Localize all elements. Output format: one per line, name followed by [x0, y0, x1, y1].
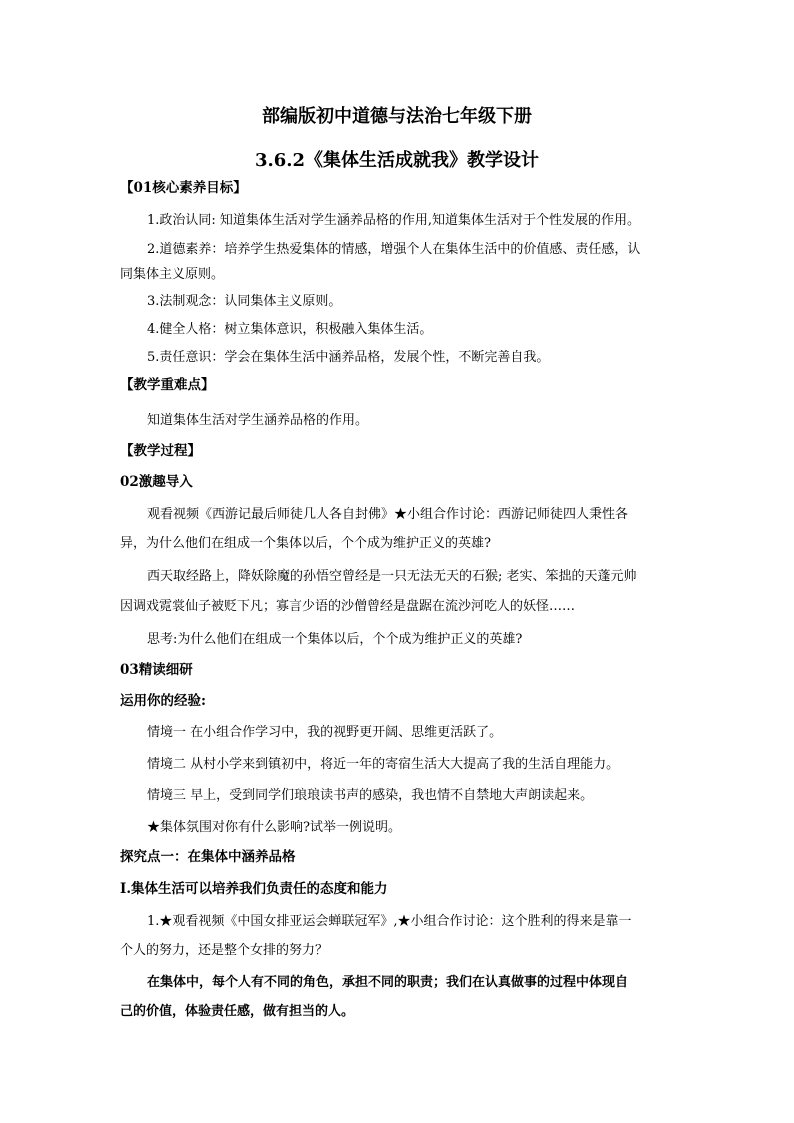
intro-paragraph-continued: 因调戏霓裳仙子被贬下凡；寡言少语的沙僧曾经是盘踞在流沙河吃人的妖怪……: [120, 599, 576, 614]
goals-heading: 【01核心素养目标】: [120, 180, 247, 196]
explore-conclusion: 在集体中，每个人有不同的角色，承担不同的职责；我们在认真做事的过程中体现自: [147, 975, 629, 990]
goal-item: 4.健全人格：树立集体意识，积极融入集体生活。: [147, 322, 433, 337]
intro-paragraph: 观看视频《西游记最后师徒几人各自封佛》★小组合作讨论：西游记师徒四人秉性各: [147, 507, 629, 522]
intro-paragraph: 西天取经路上，降妖除魔的孙悟空曾经是一只无法无天的石猴; 老实、笨拙的天蓬元帅: [147, 569, 637, 584]
scenario-item: 情境三 早上，受到同学们琅琅读书声的感染，我也情不自禁地大声朗读起来。: [147, 788, 594, 803]
intro-heading: 02激趣导入: [120, 474, 193, 490]
explore-paragraph: 1.★观看视频《中国女排亚运会蝉联冠军》,★小组合作讨论：这个胜利的得来是靠一: [147, 914, 632, 929]
intro-question: 思考:为什么他们在组成一个集体以后，个个成为维护正义的英雄?: [147, 632, 523, 647]
goal-item: 3.法制观念：认同集体主义原则。: [147, 294, 342, 309]
key-points-heading: 【教学重难点】: [120, 377, 215, 393]
explore-conclusion-continued: 己的价值，体验责任感，做有担当的人。: [120, 1004, 355, 1019]
goal-item: 2.道德素养：培养学生热爱集体的情感，增强个人在集体生活中的价值感、责任感，认: [147, 242, 641, 257]
scenario-item: 情境二 从村小学来到镇初中，将近一年的寄宿生活大大提高了我的生活自理能力。: [147, 757, 620, 772]
scenario-item: 情境一 在小组合作学习中，我的视野更开阔、思维更活跃了。: [147, 725, 503, 740]
explore-subheading: Ⅰ.集体生活可以培养我们负责任的态度和能力: [120, 881, 388, 897]
key-points-text: 知道集体生活对学生涵养品格的作用。: [147, 413, 369, 428]
goal-item-continued: 同集体主义原则。: [120, 267, 225, 282]
explore-heading: 探究点一：在集体中涵养品格: [120, 849, 296, 865]
explore-paragraph-continued: 个人的努力，还是整个女排的努力？: [120, 943, 329, 958]
lesson-title: 3.6.2《集体生活成就我》教学设计: [254, 150, 540, 171]
goal-item: 1.政治认同: 知道集体生活对学生涵养品格的作用,知道集体生活对于个性发展的作用。: [147, 213, 641, 228]
study-heading: 03精读细研: [120, 662, 193, 678]
goal-item: 5.责任意识：学会在集体生活中涵养品格，发展个性，不断完善自我。: [147, 350, 550, 365]
experience-heading: 运用你的经验:: [120, 693, 206, 709]
intro-paragraph-continued: 异，为什么他们在组成一个集体以后，个个成为维护正义的英雄?: [120, 536, 491, 551]
process-heading: 【教学过程】: [120, 443, 201, 459]
scenario-question: ★集体氛围对你有什么影响?试举一例说明。: [147, 820, 401, 835]
document-title: 部编版初中道德与法治七年级下册: [262, 106, 532, 127]
